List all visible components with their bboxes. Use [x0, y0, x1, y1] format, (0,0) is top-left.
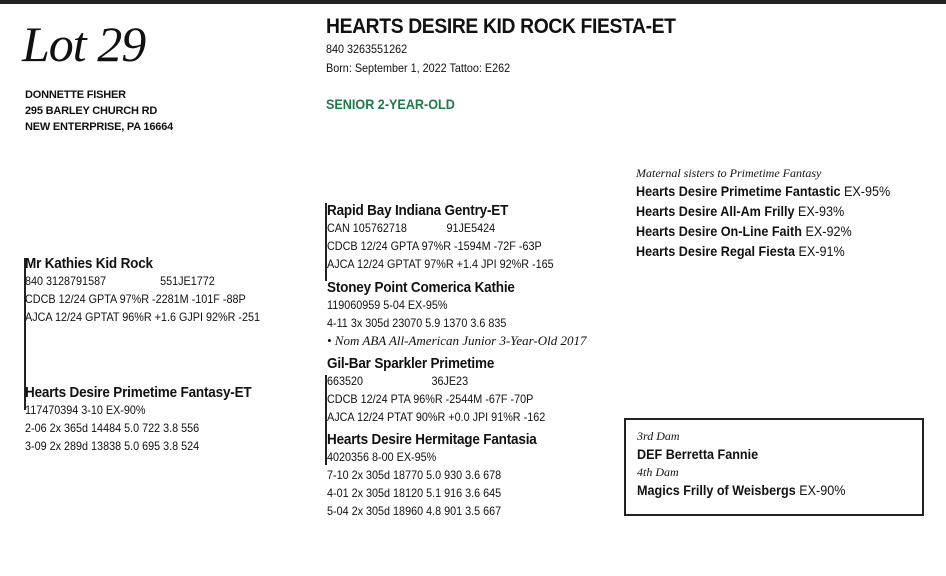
sire-sire-name: Rapid Bay Indiana Gentry-ET [327, 202, 509, 219]
sire-dam-reg: 119060959 5-04 EX-95% [327, 298, 448, 312]
third-dam-label: 3rd Dam [637, 429, 680, 443]
consignor-address-2: NEW ENTERPRISE, PA 16664 [25, 121, 174, 133]
dam-sire-reg: 663520 [327, 374, 364, 388]
sire-genomics-cdcb: CDCB 12/24 GPTA 97%R -2281M -101F -88P [25, 292, 246, 306]
dam-record-1: 2-06 2x 365d 14484 5.0 722 3.8 556 [25, 421, 200, 435]
dam-dam-record-2: 4-01 2x 305d 18120 5.1 916 3.6 645 [327, 486, 502, 500]
dam-sire-cdcb: CDCB 12/24 PTA 96%R -2544M -67F -70P [327, 392, 534, 406]
fourth-dam-name: Magics Frilly of Weisbergs [637, 482, 796, 498]
dam-sire-name: Gil-Bar Sparkler Primetime [327, 355, 495, 372]
sire-dam-name: Stoney Point Comerica Kathie [327, 279, 515, 296]
dam-reg: 117470394 3-10 EX-90% [25, 403, 146, 417]
dam-dam-record-1: 7-10 2x 305d 18770 5.0 930 3.6 678 [327, 468, 502, 482]
animal-name: HEARTS DESIRE KID ROCK FIESTA-ET [326, 15, 676, 38]
ancestor-dams-box [624, 418, 924, 516]
sire-name: Mr Kathies Kid Rock [25, 255, 153, 272]
dam-block [25, 384, 277, 455]
sire-sire-code: 91JE5424 [446, 221, 496, 235]
dam-name: Hearts Desire Primetime Fantasy-ET [25, 384, 252, 401]
sire-reg: 840 3128791587 [25, 274, 107, 288]
fourth-dam-label: 4th Dam [637, 465, 679, 479]
sister-item: Hearts Desire Primetime Fantastic EX-95% [636, 183, 891, 199]
consignor-address-1: 295 BARLEY CHURCH RD [25, 105, 158, 117]
sire-dam-record: 4-11 3x 305d 23070 5.9 1370 3.6 835 [327, 316, 507, 330]
animal-registration: 840 3263551262 [326, 42, 408, 56]
sire-code: 551JE1772 [160, 274, 215, 288]
dam-dam-name: Hearts Desire Hermitage Fantasia [327, 431, 537, 448]
sister-item: Hearts Desire On-Line Faith EX-92% [636, 223, 852, 239]
dam-dam-record-3: 5-04 2x 305d 18960 4.8 901 3.5 667 [327, 504, 502, 518]
dam-sire-ajca: AJCA 12/24 PTAT 90%R +0.0 JPI 91%R -162 [327, 410, 546, 424]
animal-class: SENIOR 2-YEAR-OLD [326, 96, 455, 112]
top-rule [0, 0, 946, 4]
dam-dam-reg: 4020356 8-00 EX-95% [327, 450, 437, 464]
dam-dam-block [327, 431, 560, 520]
lot-number: Lot 29 [22, 16, 146, 72]
maternal-sisters [636, 165, 918, 261]
sister-item: Hearts Desire Regal Fiesta EX-91% [636, 243, 845, 259]
sire-sire-reg: CAN 105762718 [327, 221, 407, 235]
maternal-sisters-heading: Maternal sisters to Primetime Fantasy [636, 166, 822, 180]
animal-born-tattoo: Born: September 1, 2022 Tattoo: E262 [326, 61, 511, 75]
sire-sire-block [327, 202, 579, 273]
dam-sire-code: 36JE23 [431, 374, 469, 388]
sire-sire-ajca: AJCA 12/24 GPTAT 97%R +1.4 JPI 92%R -165 [327, 257, 554, 271]
consignor-name: DONNETTE FISHER [25, 89, 126, 101]
sire-sire-cdcb: CDCB 12/24 GPTA 97%R -1594M -72F -63P [327, 239, 542, 253]
fourth-dam-score: EX-90% [799, 482, 846, 498]
third-dam-name: DEF Berretta Fannie [637, 446, 759, 462]
consignor-block [25, 87, 173, 135]
sire-block [25, 255, 286, 326]
dam-record-2: 3-09 2x 289d 13838 5.0 695 3.8 524 [25, 439, 200, 453]
fourth-dam [637, 480, 845, 500]
sire-dam-block [327, 279, 586, 350]
sister-item: Hearts Desire All-Am Frilly EX-93% [636, 203, 845, 219]
sire-genomics-ajca: AJCA 12/24 GPTAT 96%R +1.6 GJPI 92%R -251 [25, 310, 261, 324]
sire-dam-award: • Nom ABA All-American Junior 3-Year-Old 2017 [327, 333, 587, 348]
dam-sire-block [327, 355, 569, 426]
